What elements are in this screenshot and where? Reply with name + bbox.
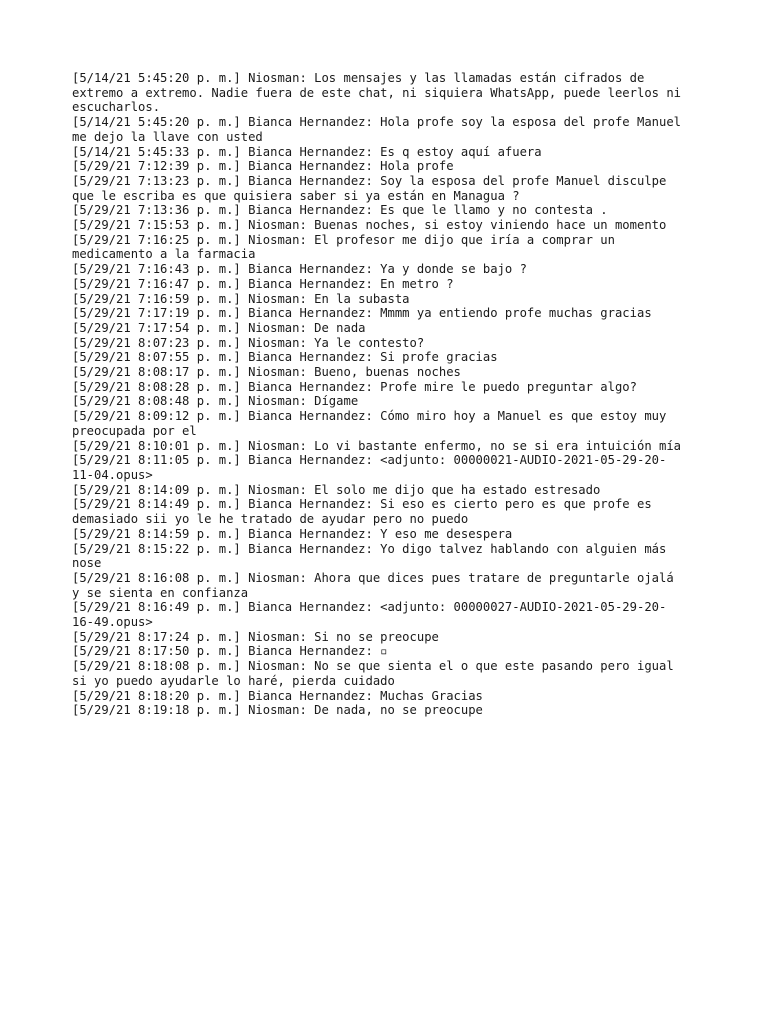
message-line-1: [5/14/21 5:45:20 p. m.] Niosman: Los mensajes y las llamadas están cifrados de extremo a extremo. Nadie fuera de este chat, ni siquiera WhatsApp, puede leerlos ni escucharlos. bbox=[72, 71, 682, 115]
message-line-20: [5/29/21 8:10:01 p. m.] Niosman: Lo vi bastante enfermo, no se si era intuición mía bbox=[72, 438, 682, 453]
message-line-30: [5/29/21 8:18:08 p. m.] Niosman: No se que sienta el o que este pasando pero igual si yo puedo ayudarle lo haré, pierda cuidado bbox=[72, 659, 674, 688]
message-line-29: [5/29/21 8:17:50 p. m.] Bianca Hernandez: ▫ bbox=[72, 644, 388, 659]
message-line-22: [5/29/21 8:14:09 p. m.] Niosman: El solo me dijo que ha estado estresado bbox=[72, 482, 601, 497]
message-line-5: [5/29/21 7:13:23 p. m.] Bianca Hernandez: Soy la esposa del profe Manuel disculpe que le escriba es que quisiera saber si ya están en Managua ? bbox=[72, 173, 667, 203]
message-line-6: [5/29/21 7:13:36 p. m.] Bianca Hernandez: Es que le llamo y no contesta . bbox=[72, 203, 608, 218]
message-line-24: [5/29/21 8:14:59 p. m.] Bianca Hernandez: Y eso me desespera bbox=[72, 526, 513, 541]
message-line-21: [5/29/21 8:11:05 p. m.] Bianca Hernandez: <adjunto: 00000021-AUDIO-2021-05-29-20- 11-04.opus> bbox=[72, 453, 667, 482]
message-line-10: [5/29/21 7:16:47 p. m.] Bianca Hernandez: En metro ? bbox=[72, 276, 454, 291]
message-line-27: [5/29/21 8:16:49 p. m.] Bianca Hernandez: <adjunto: 00000027-AUDIO-2021-05-29-20- 16-49.opus> bbox=[72, 600, 667, 630]
message-line-31: [5/29/21 8:18:20 p. m.] Bianca Hernandez: Muchas Gracias bbox=[72, 688, 483, 703]
chat-transcript bbox=[72, 71, 712, 718]
message-line-11: [5/29/21 7:16:59 p. m.] Niosman: En la subasta bbox=[72, 291, 410, 306]
message-line-13: [5/29/21 7:17:54 p. m.] Niosman: De nada bbox=[72, 320, 366, 335]
message-line-12: [5/29/21 7:17:19 p. m.] Bianca Hernandez: Mmmm ya entiendo profe muchas gracias bbox=[72, 306, 652, 321]
message-line-25: [5/29/21 8:15:22 p. m.] Bianca Hernandez: Yo digo talvez hablando con alguien más nose bbox=[72, 541, 667, 571]
message-line-2: [5/14/21 5:45:20 p. m.] Bianca Hernandez: Hola profe soy la esposa del profe Manuel me dejo la llave con usted bbox=[72, 115, 682, 144]
message-line-28: [5/29/21 8:17:24 p. m.] Niosman: Si no se preocupe bbox=[72, 629, 439, 644]
message-line-14: [5/29/21 8:07:23 p. m.] Niosman: Ya le contesto? bbox=[72, 335, 425, 350]
message-line-17: [5/29/21 8:08:28 p. m.] Bianca Hernandez: Profe mire le puedo preguntar algo? bbox=[72, 379, 637, 394]
message-line-16: [5/29/21 8:08:17 p. m.] Niosman: Bueno, buenas noches bbox=[72, 365, 461, 380]
message-line-23: [5/29/21 8:14:49 p. m.] Bianca Hernandez: Si eso es cierto pero es que profe es demasiado sii yo le he tratado de ayudar pero no puedo bbox=[72, 497, 652, 527]
message-line-8: [5/29/21 7:16:25 p. m.] Niosman: El profesor me dijo que iría a comprar un medicamento a la farmacia bbox=[72, 232, 615, 262]
message-line-15: [5/29/21 8:07:55 p. m.] Bianca Hernandez: Si profe gracias bbox=[72, 350, 498, 365]
message-line-18: [5/29/21 8:08:48 p. m.] Niosman: Dígame bbox=[72, 394, 359, 409]
message-line-9: [5/29/21 7:16:43 p. m.] Bianca Hernandez: Ya y donde se bajo ? bbox=[72, 262, 527, 277]
message-line-4: [5/29/21 7:12:39 p. m.] Bianca Hernandez: Hola profe bbox=[72, 159, 454, 174]
message-line-3: [5/14/21 5:45:33 p. m.] Bianca Hernandez: Es q estoy aquí afuera bbox=[72, 144, 542, 159]
message-line-19: [5/29/21 8:09:12 p. m.] Bianca Hernandez: Cómo miro hoy a Manuel es que estoy muy preocupada por el bbox=[72, 409, 667, 438]
message-line-7: [5/29/21 7:15:53 p. m.] Niosman: Buenas noches, si estoy viniendo hace un momento bbox=[72, 218, 667, 233]
message-line-26: [5/29/21 8:16:08 p. m.] Niosman: Ahora que dices pues tratare de preguntarle ojalá y se sienta en confianza bbox=[72, 570, 674, 600]
message-line-32: [5/29/21 8:19:18 p. m.] Niosman: De nada, no se preocupe bbox=[72, 703, 483, 718]
